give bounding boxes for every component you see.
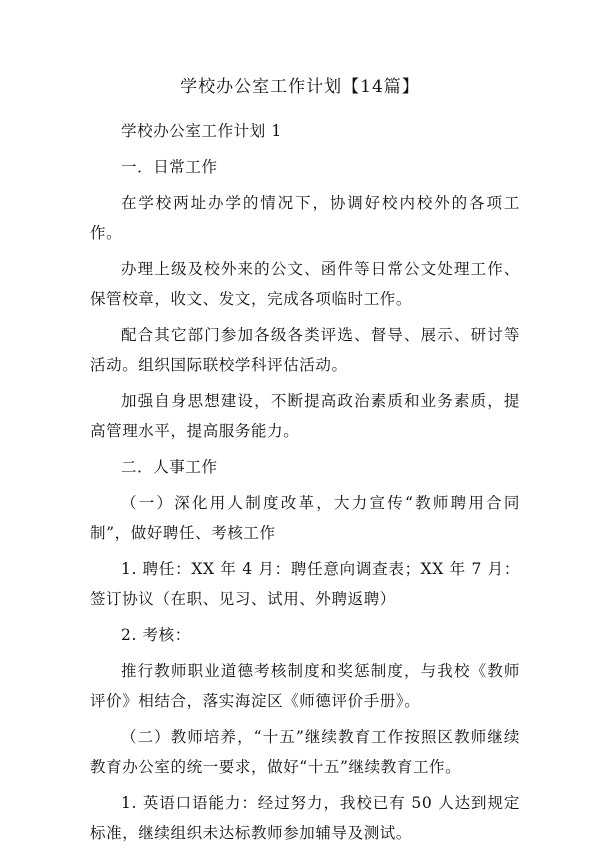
subsection-heading: 二．人事工作 [121, 458, 218, 476]
paragraph: 推行教师职业道德考核制度和奖惩制度，与我校《教师评价》相结合，落实海淀区《师德评价手册》。 [90, 662, 520, 710]
document-body [90, 116, 520, 848]
document-title: 学校办公室工作计划【14篇】 [180, 77, 420, 97]
subsection-heading: 一．日常工作 [121, 158, 218, 176]
paragraph: 在学校两址办学的情况下，协调好校内校外的各项工作。 [90, 194, 520, 242]
paragraph: 配合其它部门参加各级各类评选、督导、展示、研讨等活动。组织国际联校学科评估活动。 [90, 326, 520, 374]
paragraph: 加强自身思想建设，不断提高政治素质和业务素质，提高管理水平，提高服务能力。 [90, 392, 520, 440]
paragraph: （二）教师培养，“十五”继续教育工作按照区教师继续教育办公室的统一要求，做好“十五”继续教育工作。 [90, 728, 520, 776]
paragraph: 1. 英语口语能力：经过努力，我校已有 50 人达到规定标准，继续组织未达标教师参加辅导及测试。 [90, 794, 520, 842]
paragraph: 办理上级及校外来的公文、函件等日常公文处理工作、保管校章，收文、发文，完成各项临时工作。 [90, 260, 520, 308]
section-heading: 学校办公室工作计划 1 [121, 122, 282, 140]
paragraph: （一）深化用人制度改革，大力宣传“教师聘用合同制”，做好聘任、考核工作 [90, 494, 520, 542]
paragraph: 2. 考核： [121, 626, 191, 644]
paragraph: 1. 聘任：XX 年 4 月：聘任意向调查表；XX 年 7 月：签订协议（在职、见习、试用、外聘返聘） [90, 560, 520, 608]
